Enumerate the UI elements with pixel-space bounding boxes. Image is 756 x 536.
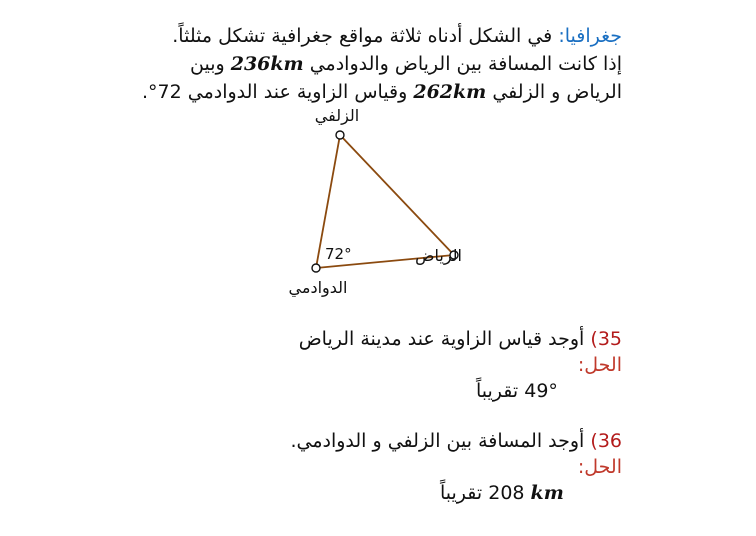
topic-label: جغرافيا: (558, 25, 622, 47)
problem-line-1-text: في الشكل أدناه ثلاثة مواقع جغرافية تشكل مثلثاً. (172, 25, 553, 47)
label-zulfi: الزلفي (314, 106, 360, 125)
question-36-text: أوجد المسافة بين الزلفي و الدوادمي. (290, 430, 585, 452)
vertex-zulfi (336, 131, 344, 139)
question-35-solution-label: الحل: (577, 354, 622, 376)
question-35-number: 35) (590, 328, 622, 350)
question-36-answer-text: 208 تقريباً (440, 482, 525, 504)
question-35-text-line (102, 326, 622, 352)
problem-line-2-text: إذا كانت المسافة بين الرياض والدوادمي (309, 53, 622, 75)
problem-line-3-tail: وقياس الزاوية عند الدوادمي 72°. (141, 81, 408, 103)
question-36-answer-unit: km (530, 482, 564, 504)
problem-line-2-tail: وبين (190, 53, 225, 75)
vertex-dawadmi (312, 264, 320, 272)
label-riyadh: الرياض (415, 246, 462, 265)
distance-riyadh-zulfi: 262km (413, 81, 487, 103)
question-35-text: أوجد قياس الزاوية عند مدينة الرياض (298, 328, 585, 350)
distance-riyadh-dawadmi: 236km (230, 53, 304, 75)
question-35-answer: 49° تقريباً (476, 380, 558, 402)
question-35 (102, 326, 622, 378)
problem-line-3-text: الرياض و الزلفي (492, 81, 622, 103)
angle-label: 72° (325, 245, 352, 263)
question-36-answer (440, 480, 564, 506)
label-dawadmi: الدوادمي (288, 278, 348, 297)
question-36-solution-label: الحل: (577, 456, 622, 478)
question-36-number: 36) (590, 430, 622, 452)
edge-zulfi-riyadh (340, 135, 454, 255)
question-36-text-line (102, 428, 622, 454)
question-36 (102, 428, 622, 480)
